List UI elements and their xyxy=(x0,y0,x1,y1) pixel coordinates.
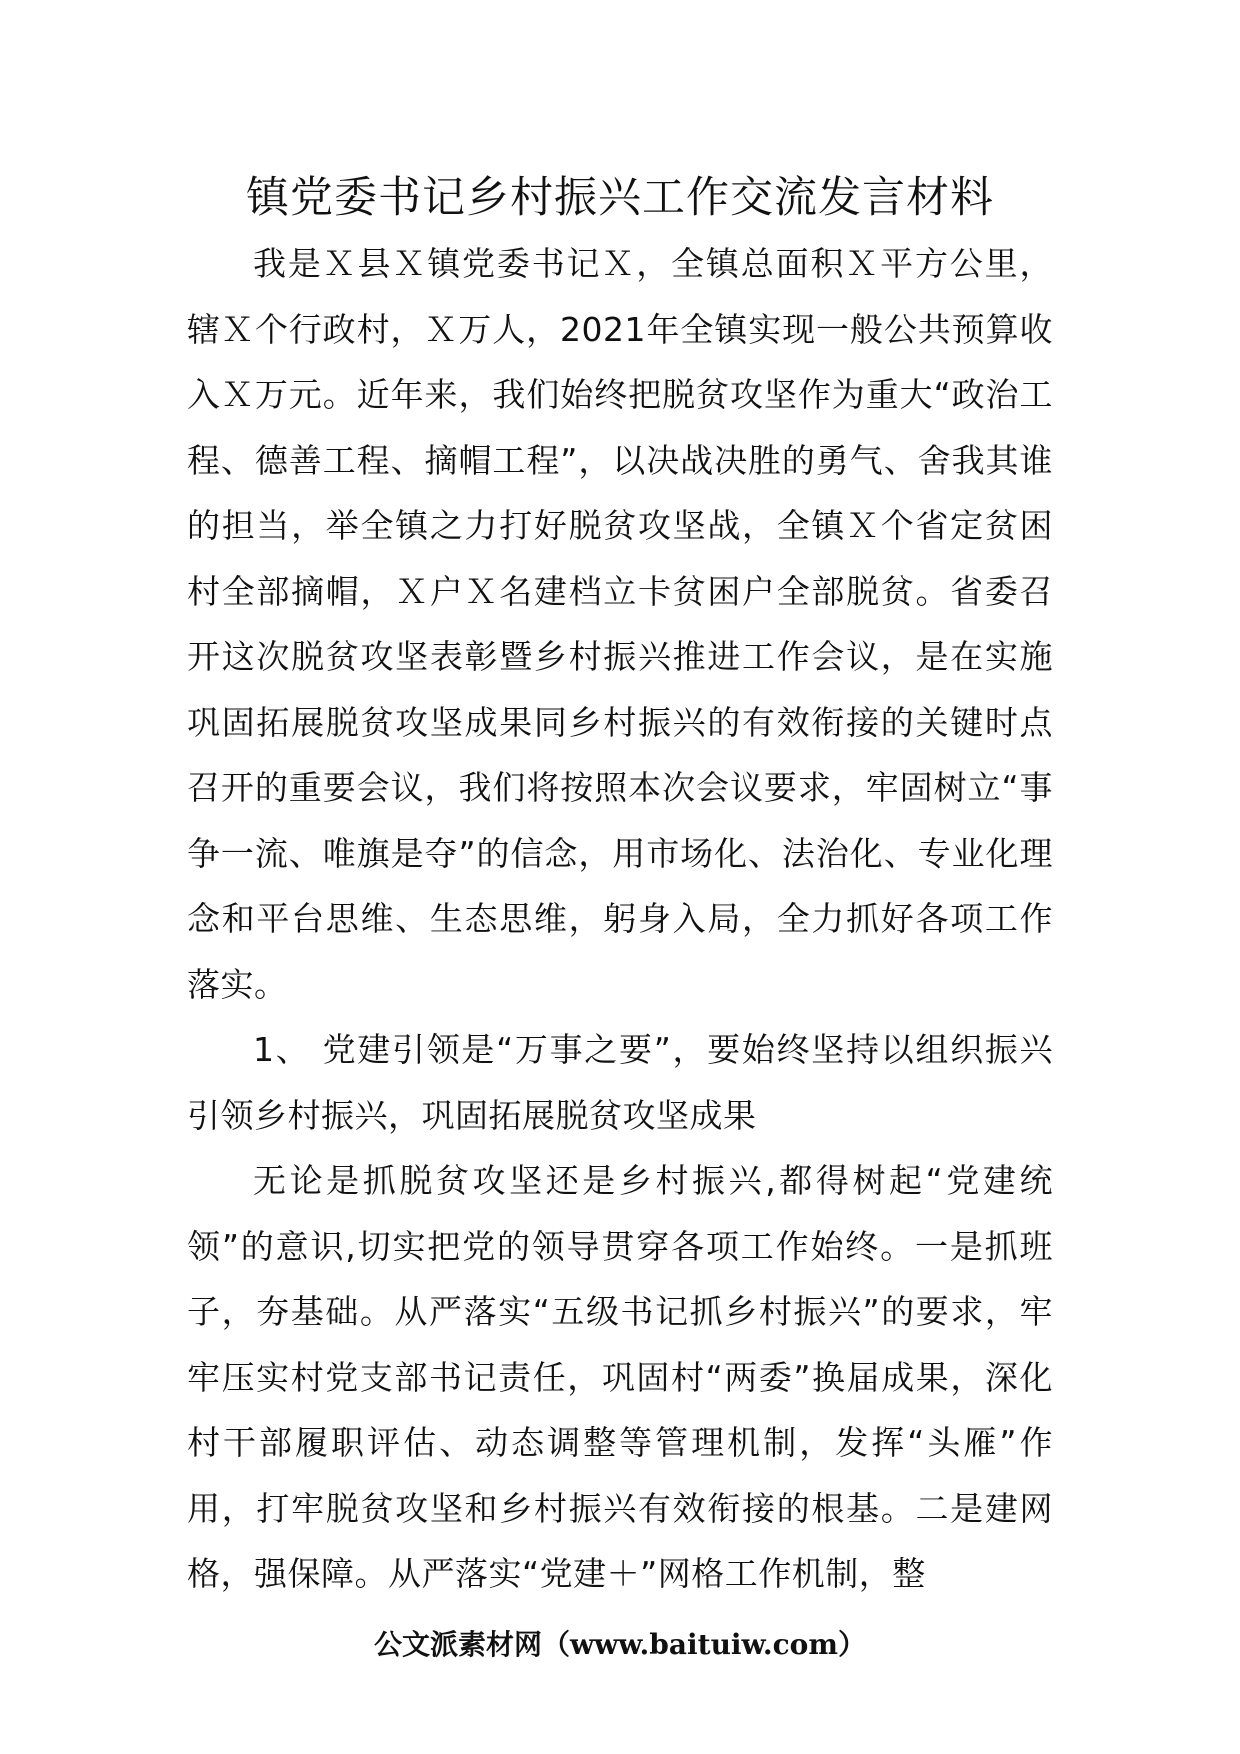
section-heading-1: 1、 党建引领是“万事之要”，要始终坚持以组织振兴引领乡村振兴，巩固拓展脱贫攻坚成果 xyxy=(187,1030,1053,1135)
intro-paragraph: 我是Ｘ县Ｘ镇党委书记Ｘ，全镇总面积Ｘ平方公里，辖Ｘ个行政村，Ｘ万人，2021年全镇实现一般公共预算收入Ｘ万元。近年来，我们始终把脱贫攻坚作为重大“政治工程、德善工程、摘帽工程”，以决战决胜的勇气、舍我其谁的担当，举全镇之力打好脱贫攻坚战，全镇Ｘ个省定贫困村全部摘帽，Ｘ户Ｘ名建档立卡贫困户全部脱贫。省委召开这次脱贫攻坚表彰暨乡村振兴推进工作会议，是在实施巩固拓展脱贫攻坚成果同乡村振兴的有效衔接的关键时点召开的重要会议，我们将按照本次会议要求，牢固树立“事争一流、唯旗是夺”的信念，用市场化、法治化、专业化理念和平台思维、生态思维，躬身入局，全力抓好各项工作落实。 xyxy=(187,244,1053,1004)
section-1-paragraph: 无论是抓脱贫攻坚还是乡村振兴,都得树起“党建统领”的意识,切实把党的领导贯穿各项工作始终。一是抓班子，夯基础。从严落实“五级书记抓乡村振兴”的要求，牢牢压实村党支部书记责任，巩固村“两委”换届成果，深化村干部履职评估、动态调整等管理机制，发挥“头雁”作用，打牢脱贫攻坚和乡村振兴有效衔接的根基。二是建网格，强保障。从严落实“党建＋”网格工作机制，整 xyxy=(187,1161,1053,1593)
document-body xyxy=(187,231,1053,1607)
document-title: 镇党委书记乡村振兴工作交流发言材料 xyxy=(246,173,994,223)
source-footer: 公文派素材网（www.baituiw.com） xyxy=(374,1628,866,1661)
